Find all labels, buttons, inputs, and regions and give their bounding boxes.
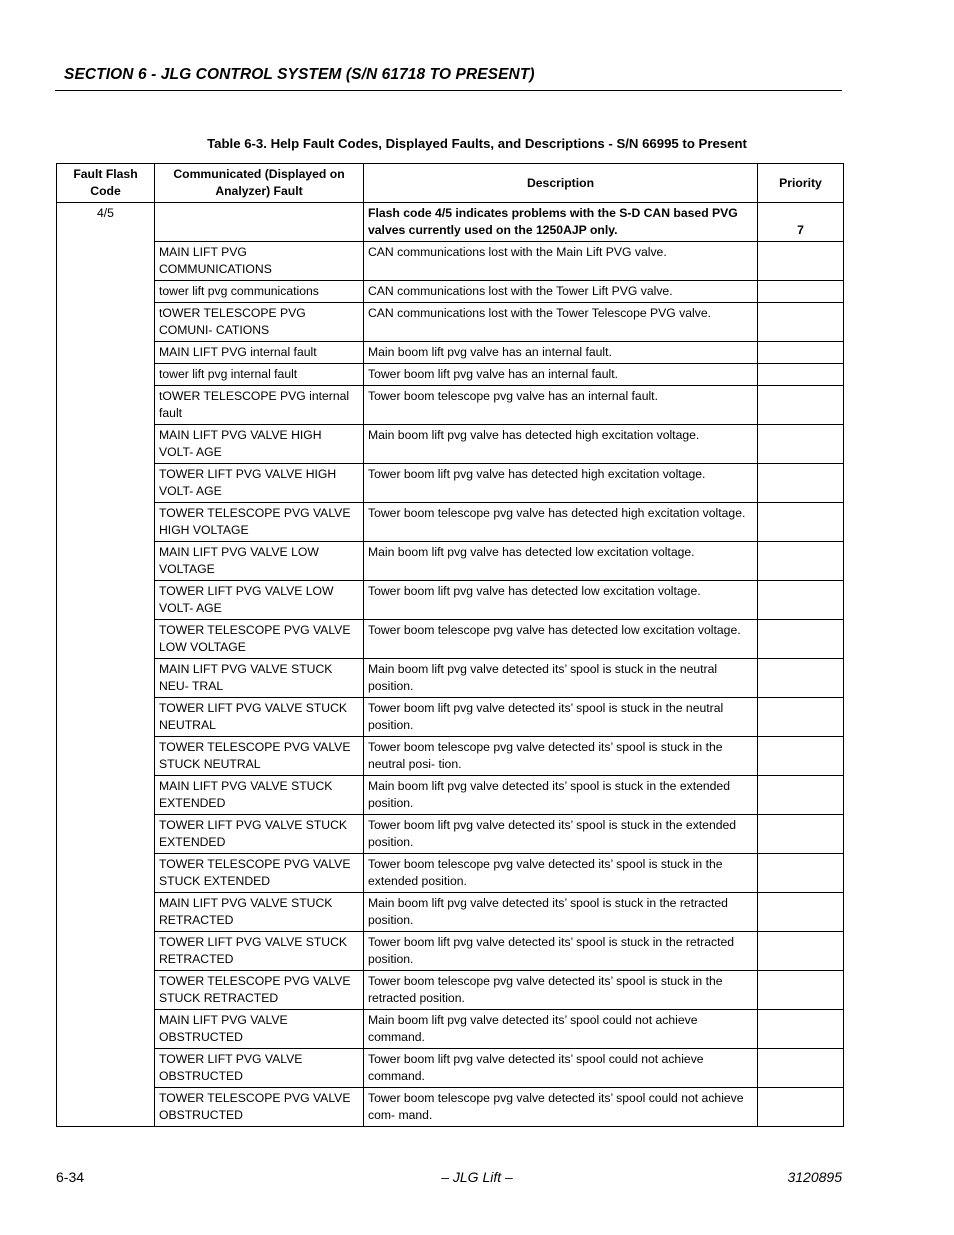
table-row (57, 425, 844, 464)
fault-cell: TOWER TELESCOPE PVG VALVE LOW VOLTAGE (155, 620, 364, 659)
table-row (57, 342, 844, 364)
fault-cell: MAIN LIFT PVG VALVE STUCK NEU- TRAL (155, 659, 364, 698)
table-row (57, 503, 844, 542)
table-row (57, 815, 844, 854)
fault-cell: MAIN LIFT PVG VALVE HIGH VOLT- AGE (155, 425, 364, 464)
fault-cell: MAIN LIFT PVG VALVE STUCK RETRACTED (155, 893, 364, 932)
fault-cell: MAIN LIFT PVG VALVE OBSTRUCTED (155, 1010, 364, 1049)
fault-cell: tOWER TELESCOPE PVG COMUNI- CATIONS (155, 303, 364, 342)
description-cell: Tower boom telescope pvg valve detected its’ spool is stuck in the neutral posi- tion. (364, 737, 758, 776)
footer-publisher: – JLG Lift – (441, 1169, 513, 1185)
priority-cell (758, 342, 844, 364)
table-row-group (57, 203, 844, 242)
fault-cell: MAIN LIFT PVG COMMUNICATIONS (155, 242, 364, 281)
table-row (57, 1010, 844, 1049)
table-row (57, 737, 844, 776)
fault-cell: MAIN LIFT PVG VALVE STUCK EXTENDED (155, 776, 364, 815)
fault-cell: TOWER TELESCOPE PVG VALVE STUCK EXTENDED (155, 854, 364, 893)
section-title: SECTION 6 - JLG CONTROL SYSTEM (S/N 61718 TO PRESENT) (64, 66, 535, 83)
column-header-priority: Priority (758, 164, 844, 203)
priority-cell (758, 581, 844, 620)
fault-cell: tower lift pvg communications (155, 281, 364, 303)
table-row (57, 776, 844, 815)
description-cell: Main boom lift pvg valve has detected high excitation voltage. (364, 425, 758, 464)
priority-cell (758, 364, 844, 386)
fault-cell: TOWER LIFT PVG VALVE LOW VOLT- AGE (155, 581, 364, 620)
priority-cell (758, 281, 844, 303)
fault-cell: TOWER TELESCOPE PVG VALVE OBSTRUCTED (155, 1088, 364, 1127)
description-cell: Tower boom telescope pvg valve detected its’ spool could not achieve com- mand. (364, 1088, 758, 1127)
priority-cell (758, 854, 844, 893)
fault-codes-table (56, 163, 844, 1127)
fault-cell: tower lift pvg internal fault (155, 364, 364, 386)
priority-cell (758, 776, 844, 815)
priority-cell (758, 737, 844, 776)
fault-cell: TOWER TELESCOPE PVG VALVE STUCK RETRACTED (155, 971, 364, 1010)
priority-cell (758, 503, 844, 542)
fault-cell: TOWER LIFT PVG VALVE OBSTRUCTED (155, 1049, 364, 1088)
table-row (57, 893, 844, 932)
description-cell: Main boom lift pvg valve has detected low excitation voltage. (364, 542, 758, 581)
description-cell: Main boom lift pvg valve detected its’ spool could not achieve command. (364, 1010, 758, 1049)
priority-cell (758, 620, 844, 659)
fault-cell: TOWER TELESCOPE PVG VALVE HIGH VOLTAGE (155, 503, 364, 542)
page-number: 6-34 (56, 1169, 85, 1185)
priority-cell (758, 242, 844, 281)
fault-cell: TOWER LIFT PVG VALVE STUCK RETRACTED (155, 932, 364, 971)
description-cell: Tower boom lift pvg valve detected its’ spool is stuck in the extended position. (364, 815, 758, 854)
description-cell: CAN communications lost with the Tower Lift PVG valve. (364, 281, 758, 303)
priority-cell (758, 542, 844, 581)
fault-cell: TOWER TELESCOPE PVG VALVE STUCK NEUTRAL (155, 737, 364, 776)
table-title: Table 6-3. Help Fault Codes, Displayed Faults, and Descriptions - S/N 66995 to Present (207, 136, 747, 151)
table-row (57, 932, 844, 971)
table-row (57, 386, 844, 425)
priority-cell (758, 971, 844, 1010)
table-row (57, 854, 844, 893)
fault-cell: TOWER LIFT PVG VALVE STUCK EXTENDED (155, 815, 364, 854)
table-row (57, 1049, 844, 1088)
priority-cell (758, 659, 844, 698)
table-row (57, 303, 844, 342)
group-fault-cell (155, 203, 364, 242)
description-cell: Tower boom telescope pvg valve has detected low excitation voltage. (364, 620, 758, 659)
table-row (57, 971, 844, 1010)
description-cell: Tower boom lift pvg valve detected its’ spool is stuck in the retracted position. (364, 932, 758, 971)
priority-cell (758, 1010, 844, 1049)
priority-cell (758, 1088, 844, 1127)
description-cell: Tower boom telescope pvg valve detected its’ spool is stuck in the retracted position. (364, 971, 758, 1010)
table-row (57, 281, 844, 303)
priority-cell (758, 386, 844, 425)
description-cell: Tower boom lift pvg valve has detected low excitation voltage. (364, 581, 758, 620)
table-row (57, 698, 844, 737)
table-row (57, 364, 844, 386)
description-cell: Main boom lift pvg valve detected its’ spool is stuck in the retracted position. (364, 893, 758, 932)
table-row (57, 620, 844, 659)
priority-cell (758, 1049, 844, 1088)
table-row (57, 1088, 844, 1127)
description-cell: CAN communications lost with the Main Lift PVG valve. (364, 242, 758, 281)
description-cell: Main boom lift pvg valve detected its’ spool is stuck in the neutral position. (364, 659, 758, 698)
header-rule (55, 90, 842, 91)
flash-code-cell: 4/5 (57, 203, 155, 1127)
description-cell: CAN communications lost with the Tower Telescope PVG valve. (364, 303, 758, 342)
priority-cell: 7 (758, 203, 844, 242)
fault-cell: MAIN LIFT PVG internal fault (155, 342, 364, 364)
description-cell: Main boom lift pvg valve detected its’ spool is stuck in the extended position. (364, 776, 758, 815)
description-cell: Tower boom lift pvg valve has detected high excitation voltage. (364, 464, 758, 503)
description-cell: Tower boom telescope pvg valve has detected high excitation voltage. (364, 503, 758, 542)
description-cell: Tower boom telescope pvg valve has an internal fault. (364, 386, 758, 425)
fault-cell: MAIN LIFT PVG VALVE LOW VOLTAGE (155, 542, 364, 581)
table-body (57, 203, 844, 1127)
table-row (57, 464, 844, 503)
table-row (57, 659, 844, 698)
table-header-row (57, 164, 844, 203)
doc-number: 3120895 (787, 1169, 842, 1185)
description-cell: Tower boom telescope pvg valve detected its’ spool is stuck in the extended position. (364, 854, 758, 893)
priority-cell (758, 932, 844, 971)
priority-cell (758, 425, 844, 464)
table-row (57, 242, 844, 281)
priority-cell (758, 698, 844, 737)
priority-cell (758, 303, 844, 342)
description-cell: Tower boom lift pvg valve detected its’ spool is stuck in the neutral position. (364, 698, 758, 737)
description-cell: Tower boom lift pvg valve detected its’ spool could not achieve command. (364, 1049, 758, 1088)
column-header-fault: Communicated (Displayed on Analyzer) Fault (155, 164, 364, 203)
description-cell: Tower boom lift pvg valve has an internal fault. (364, 364, 758, 386)
fault-cell: TOWER LIFT PVG VALVE HIGH VOLT- AGE (155, 464, 364, 503)
priority-cell (758, 464, 844, 503)
table-row (57, 581, 844, 620)
table-row (57, 542, 844, 581)
priority-cell (758, 893, 844, 932)
description-cell: Main boom lift pvg valve has an internal fault. (364, 342, 758, 364)
column-header-flash-code: Fault Flash Code (57, 164, 155, 203)
priority-cell (758, 815, 844, 854)
fault-cell: TOWER LIFT PVG VALVE STUCK NEUTRAL (155, 698, 364, 737)
column-header-description: Description (364, 164, 758, 203)
group-description-cell: Flash code 4/5 indicates problems with the S-D CAN based PVG valves currently used on the 1250AJP only. (364, 203, 758, 242)
fault-cell: tOWER TELESCOPE PVG internal fault (155, 386, 364, 425)
